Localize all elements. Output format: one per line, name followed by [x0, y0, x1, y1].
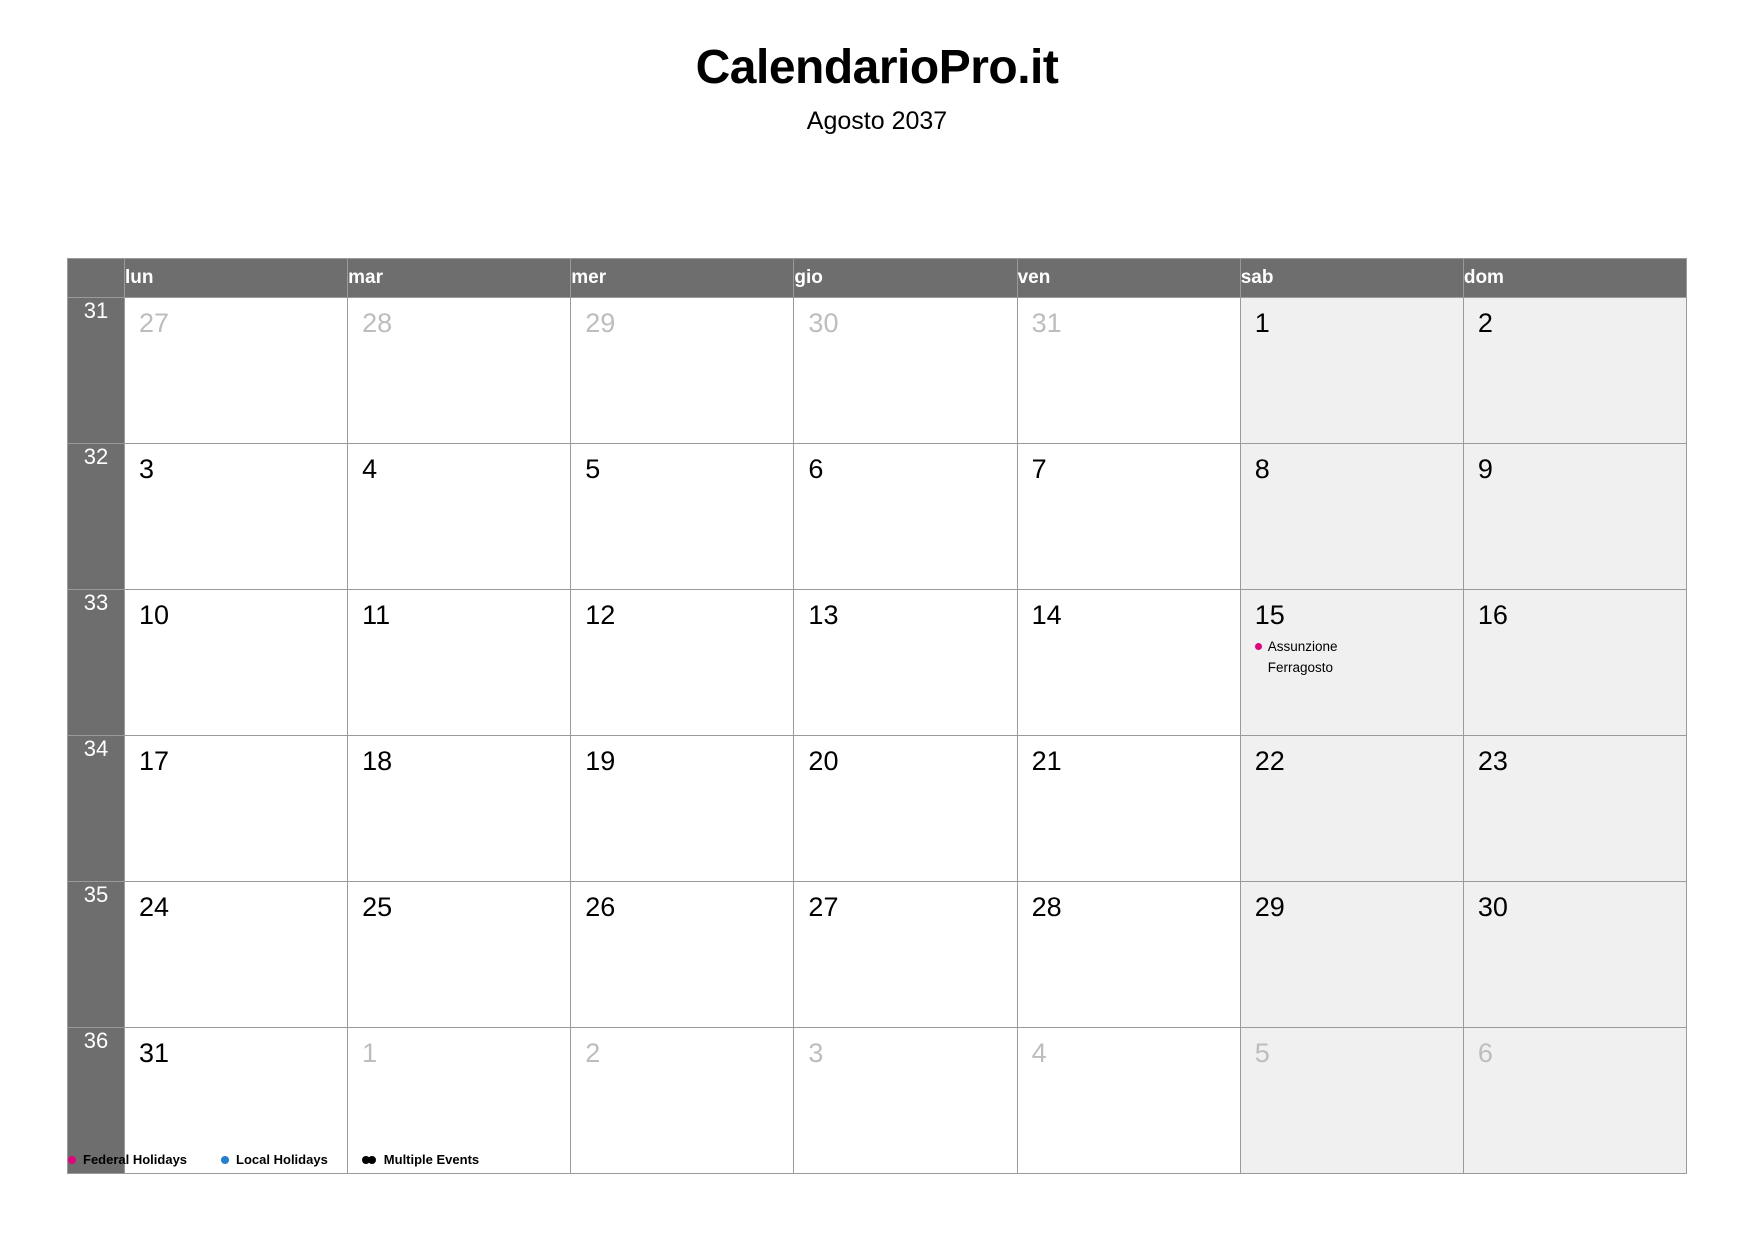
day-number: 3 [808, 1038, 824, 1068]
week-number-cell: 36 [68, 1028, 125, 1174]
day-cell[interactable] [348, 444, 571, 590]
weekday-header-mar: mar [348, 259, 571, 298]
day-number: 27 [808, 892, 839, 922]
day-cell[interactable] [1240, 736, 1463, 882]
day-number: 28 [1031, 892, 1062, 922]
day-number: 18 [362, 746, 393, 776]
legend-item [221, 1152, 328, 1167]
day-cell[interactable] [1240, 1028, 1463, 1174]
calendar-week-row [68, 444, 1687, 590]
day-cell[interactable] [571, 882, 794, 1028]
week-number-cell: 34 [68, 736, 125, 882]
week-number-cell: 35 [68, 882, 125, 1028]
event-label: Ferragosto [1267, 659, 1333, 675]
day-cell[interactable] [794, 1028, 1017, 1174]
day-cell[interactable] [1017, 1028, 1240, 1174]
day-number: 28 [362, 308, 393, 338]
calendar-head [68, 259, 1687, 298]
day-cell[interactable] [1240, 298, 1463, 444]
day-number: 25 [362, 892, 393, 922]
day-number: 7 [1031, 454, 1047, 484]
day-cell[interactable] [348, 882, 571, 1028]
event-item[interactable] [1255, 658, 1463, 679]
day-number: 15 [1254, 600, 1285, 630]
day-cell[interactable] [794, 882, 1017, 1028]
day-cell[interactable] [1463, 590, 1686, 736]
day-number: 31 [1031, 308, 1062, 338]
event-item[interactable] [1255, 637, 1463, 658]
event-label: Assunzione [1267, 639, 1338, 654]
day-number: 11 [362, 600, 391, 630]
day-cell[interactable] [1017, 736, 1240, 882]
calendar-body [68, 298, 1687, 1174]
day-cell[interactable] [794, 736, 1017, 882]
day-cell[interactable] [125, 298, 348, 444]
day-number: 1 [1254, 308, 1270, 338]
day-cell[interactable] [1463, 444, 1686, 590]
day-cell[interactable] [1240, 444, 1463, 590]
day-number: 23 [1477, 746, 1508, 776]
day-number: 30 [1477, 892, 1508, 922]
day-cell[interactable] [571, 298, 794, 444]
calendar-container [67, 258, 1687, 1174]
day-number: 26 [585, 892, 616, 922]
legend [68, 1152, 479, 1167]
day-number: 27 [139, 308, 170, 338]
page-title: Agosto 2037 [806, 106, 948, 135]
federal-holiday-dot-icon [68, 1156, 76, 1164]
site-title: CalendarioPro.it [695, 41, 1059, 94]
weekday-header-sab: sab [1240, 259, 1463, 298]
calendar-week-row [68, 882, 1687, 1028]
day-number: 24 [139, 892, 170, 922]
weekday-header-gio: gio [794, 259, 1017, 298]
day-events [1241, 637, 1463, 679]
day-cell[interactable] [1463, 736, 1686, 882]
day-cell[interactable] [348, 298, 571, 444]
day-number: 29 [1254, 892, 1285, 922]
calendar-week-row [68, 590, 1687, 736]
weekday-header-ven: ven [1017, 259, 1240, 298]
weekday-header-lun: lun [125, 259, 348, 298]
legend-label: Federal Holidays [83, 1152, 188, 1167]
page-header [0, 0, 1754, 136]
day-number: 4 [362, 454, 378, 484]
day-number: 3 [139, 454, 155, 484]
day-cell[interactable] [1017, 882, 1240, 1028]
legend-label: Multiple Events [383, 1152, 480, 1167]
weekday-header-dom: dom [1463, 259, 1686, 298]
day-cell[interactable] [125, 444, 348, 590]
week-number-cell: 31 [68, 298, 125, 444]
day-cell[interactable] [794, 298, 1017, 444]
day-cell[interactable] [125, 736, 348, 882]
day-number: 2 [585, 1038, 601, 1068]
local-holiday-dot-icon [221, 1156, 229, 1164]
calendar-week-row [68, 298, 1687, 444]
day-cell[interactable] [1017, 444, 1240, 590]
day-number: 5 [585, 454, 601, 484]
day-cell[interactable] [1240, 590, 1463, 736]
day-number: 6 [808, 454, 824, 484]
day-cell[interactable] [1017, 298, 1240, 444]
day-number: 10 [139, 600, 170, 630]
day-cell[interactable] [571, 1028, 794, 1174]
day-number: 4 [1031, 1038, 1047, 1068]
day-number: 8 [1254, 454, 1270, 484]
day-cell[interactable] [1463, 298, 1686, 444]
day-number: 17 [139, 746, 170, 776]
week-number-cell: 32 [68, 444, 125, 590]
day-number: 21 [1031, 746, 1062, 776]
event-spacer-icon [1255, 664, 1262, 671]
day-number: 12 [585, 600, 616, 630]
calendar-table [67, 258, 1687, 1174]
day-cell[interactable] [571, 736, 794, 882]
day-cell[interactable] [571, 590, 794, 736]
day-number: 6 [1477, 1038, 1493, 1068]
weekday-header-mer: mer [571, 259, 794, 298]
calendar-week-row [68, 736, 1687, 882]
event-federal-dot-icon [1255, 643, 1262, 650]
day-cell[interactable] [348, 590, 571, 736]
legend-item [68, 1152, 187, 1167]
day-cell[interactable] [794, 590, 1017, 736]
day-number: 1 [362, 1038, 378, 1068]
day-number: 16 [1477, 600, 1508, 630]
day-cell[interactable] [1463, 1028, 1686, 1174]
day-cell[interactable] [571, 444, 794, 590]
legend-label: Local Holidays [236, 1152, 328, 1167]
day-number: 22 [1254, 746, 1285, 776]
day-number: 14 [1031, 600, 1062, 630]
day-number: 9 [1477, 454, 1493, 484]
day-number: 19 [585, 746, 616, 776]
day-cell[interactable] [1463, 882, 1686, 1028]
day-number: 30 [808, 308, 839, 338]
multiple-events-icon [362, 1156, 377, 1164]
day-number: 29 [585, 308, 616, 338]
week-number-header [68, 259, 125, 298]
day-number: 2 [1477, 308, 1493, 338]
day-number: 5 [1254, 1038, 1270, 1068]
day-number: 20 [808, 746, 839, 776]
day-cell[interactable] [1240, 882, 1463, 1028]
day-cell[interactable] [348, 736, 571, 882]
weekday-header-row [68, 259, 1687, 298]
day-cell[interactable] [125, 882, 348, 1028]
week-number-cell: 33 [68, 590, 125, 736]
legend-item [362, 1152, 479, 1167]
day-cell[interactable] [1017, 590, 1240, 736]
day-number: 31 [139, 1038, 170, 1068]
day-cell[interactable] [794, 444, 1017, 590]
day-number: 13 [808, 600, 839, 630]
day-cell[interactable] [125, 590, 348, 736]
